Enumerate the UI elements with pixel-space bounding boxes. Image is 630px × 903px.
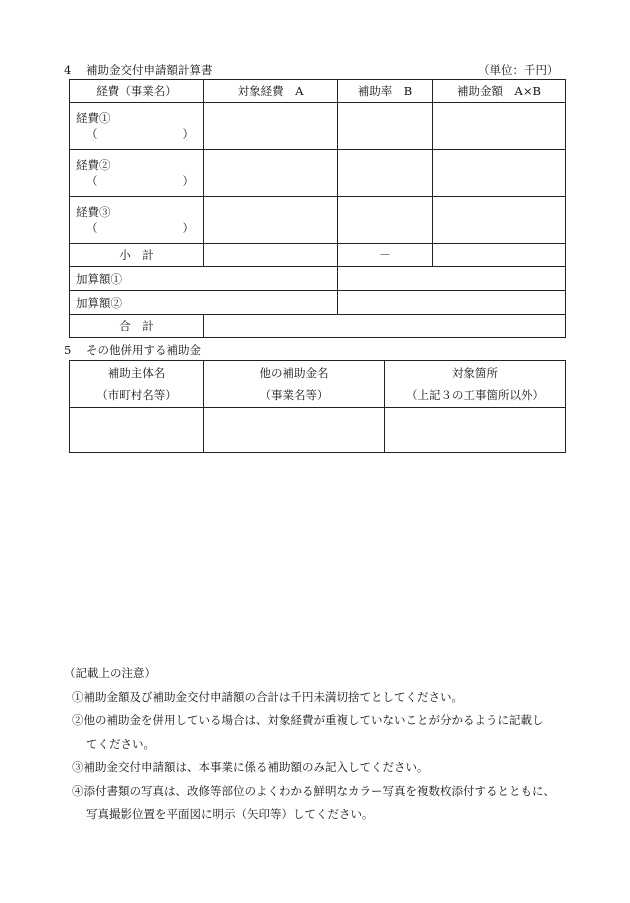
header-target-location: 対象箇所 （上記３の工事箇所以外） — [385, 361, 566, 408]
note-item: ③補助金交付申請額は、本事業に係る補助額のみ記入してください。 — [72, 760, 429, 774]
note-item-continuation: てください。 — [86, 736, 155, 751]
subsidy-amount-field[interactable] — [433, 197, 566, 244]
expense-row-1 — [70, 103, 566, 150]
target-cost-field[interactable] — [204, 150, 338, 197]
note-item: ④添付書類の写真は、改修等部位のよくわかる鮮明なカラー写真を複数枚添付するとともに、 — [72, 783, 555, 798]
notes-heading: （記載上の注意） — [64, 666, 156, 680]
total-field[interactable] — [204, 315, 566, 338]
subtotal-label: 小 計 — [70, 244, 204, 267]
subsidy-body-field[interactable] — [70, 408, 204, 453]
rate-field[interactable] — [338, 150, 433, 197]
expense-label-cell: 経費① （ ） — [70, 103, 204, 150]
expense-label: 経費② — [76, 158, 111, 172]
subsidy-amount-field[interactable] — [433, 150, 566, 197]
addition2-label: 加算額② — [70, 291, 338, 315]
other-subsidy-header-row — [70, 361, 566, 408]
calculation-table — [69, 79, 566, 338]
note-item-continuation: 写真撮影位置を平面図に明示（矢印等）してください。 — [86, 807, 374, 821]
note-item: ②他の補助金を併用している場合は、対象経費が重複していないことが分かるように記載し — [72, 713, 544, 727]
other-subsidy-name-field[interactable] — [204, 408, 385, 453]
expense-label-cell: 経費② （ ） — [70, 150, 204, 197]
expense-label: 経費① — [76, 111, 111, 125]
expense-row-3 — [70, 197, 566, 244]
addition2-row — [70, 291, 566, 315]
target-cost-field[interactable] — [204, 103, 338, 150]
total-row — [70, 315, 566, 338]
subsidy-amount-field[interactable] — [433, 103, 566, 150]
other-subsidy-table — [69, 360, 566, 453]
subtotal-amount-field[interactable] — [433, 244, 566, 267]
expense-label: 経費③ — [76, 205, 111, 219]
rate-field[interactable] — [338, 197, 433, 244]
notes-section — [64, 662, 604, 827]
header-subsidy-body: 補助主体名 （市町村名等） — [70, 361, 204, 408]
target-cost-field[interactable] — [204, 197, 338, 244]
header-expense: 経費（事業名） — [70, 80, 204, 103]
expense-row-2 — [70, 150, 566, 197]
header-other-subsidy-name: 他の補助金名 （事業名等） — [204, 361, 385, 408]
section4-title: 4 補助金交付申請額計算書 — [64, 63, 213, 77]
unit-label: （単位：千円） — [478, 63, 559, 77]
target-location-field[interactable] — [385, 408, 566, 453]
other-subsidy-entry-row — [70, 408, 566, 453]
subtotal-rate-dash: － — [338, 244, 433, 267]
header-subsidy-amount: 補助金額 A×B — [433, 80, 566, 103]
subtotal-row — [70, 244, 566, 267]
calc-header-row — [70, 80, 566, 103]
addition1-field[interactable] — [338, 267, 566, 291]
header-target-cost: 対象経費 A — [204, 80, 338, 103]
section5-title: 5 その他併用する補助金 — [64, 343, 201, 357]
total-label: 合 計 — [70, 315, 204, 338]
addition1-row — [70, 267, 566, 291]
expense-label-cell: 経費③ （ ） — [70, 197, 204, 244]
rate-field[interactable] — [338, 103, 433, 150]
addition1-label: 加算額① — [70, 267, 338, 291]
subtotal-target-cost-field[interactable] — [204, 244, 338, 267]
addition2-field[interactable] — [338, 291, 566, 315]
note-item: ①補助金額及び補助金交付申請額の合計は千円未満切捨てとしてください。 — [72, 689, 463, 704]
header-rate: 補助率 B — [338, 80, 433, 103]
